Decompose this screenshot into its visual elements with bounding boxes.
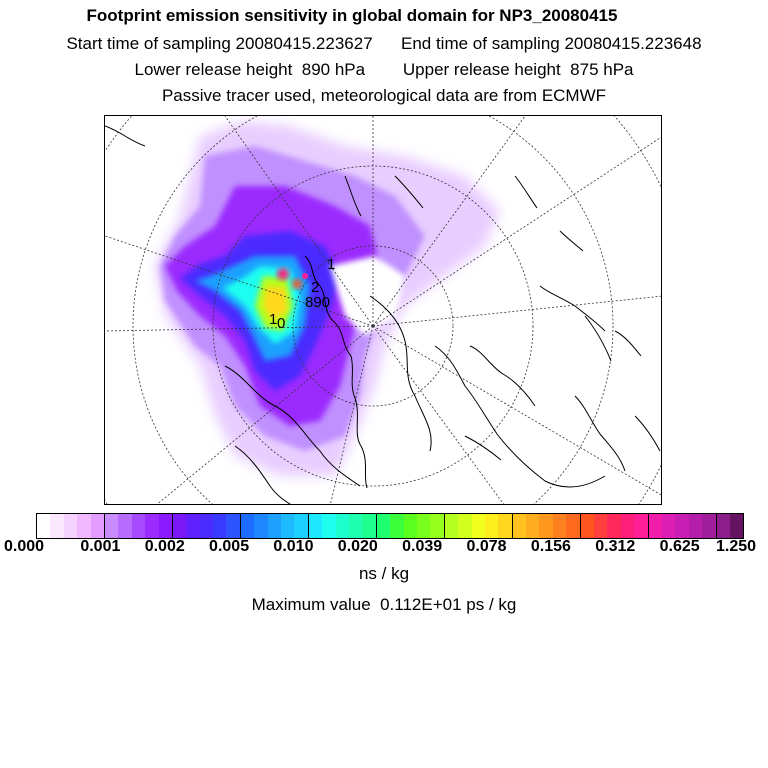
colorbar-swatch — [580, 514, 594, 538]
colorbar-swatch — [322, 514, 335, 538]
colorbar-tick-label: 0.000 — [3, 538, 45, 555]
colorbar-tick-label: 0.001 — [80, 538, 121, 555]
colorbar-ticks — [0, 538, 768, 562]
colorbar-swatch — [634, 514, 647, 538]
colorbar-swatch — [77, 514, 90, 538]
colorbar-tick-label: 0.039 — [402, 538, 443, 555]
map-svg — [105, 116, 662, 505]
plot-title: Footprint emission sensitivity in global domain for NP3_20080415 — [86, 6, 618, 25]
colorbar-swatch — [539, 514, 552, 538]
tracer-info-line: Passive tracer used, meteorological data are from ECMWF — [161, 86, 607, 105]
colorbar-swatch — [104, 514, 118, 538]
colorbar-tick-label: 0.010 — [273, 538, 314, 555]
colorbar-swatch — [186, 514, 199, 538]
colorbar-swatch — [675, 514, 688, 538]
colorbar-tick-label: 0.002 — [144, 538, 185, 555]
colorbar-swatch — [200, 514, 213, 538]
colorbar-swatch — [417, 514, 430, 538]
colorbar-swatch — [294, 514, 307, 538]
colorbar-swatch — [689, 514, 702, 538]
colorbar-swatch — [594, 514, 607, 538]
colorbar-swatch — [64, 514, 77, 538]
colorbar-swatch — [526, 514, 539, 538]
colorbar — [36, 513, 744, 539]
colorbar-swatch — [702, 514, 715, 538]
colorbar-tick-label: 1.250 — [715, 538, 757, 555]
colorbar-unit: ns / kg — [358, 564, 410, 583]
marker-0: 0 — [277, 315, 286, 332]
colorbar-swatch — [498, 514, 511, 538]
colorbar-swatch — [91, 514, 104, 538]
colorbar-swatch — [240, 514, 254, 538]
maximum-value: Maximum value 0.112E+01 ps / kg — [251, 595, 517, 614]
colorbar-swatch — [145, 514, 158, 538]
marker-1: 1 — [327, 256, 336, 273]
colorbar-tick-label: 0.625 — [659, 538, 700, 555]
colorbar-swatch — [349, 514, 362, 538]
colorbar-swatch — [730, 514, 743, 538]
colorbar-swatch — [485, 514, 498, 538]
colorbar-swatch — [37, 514, 50, 538]
colorbar-swatch — [716, 514, 730, 538]
colorbar-swatch — [213, 514, 226, 538]
colorbar-swatch — [662, 514, 675, 538]
marker-1b: 1 — [269, 311, 278, 328]
colorbar-swatch — [226, 514, 239, 538]
colorbar-tick-label: 0.312 — [595, 538, 636, 555]
colorbar-tick-label: 0.156 — [530, 538, 571, 555]
colorbar-swatch — [430, 514, 443, 538]
colorbar-swatch — [648, 514, 662, 538]
release-height-line: Lower release height 890 hPa Upper release height 875 hPa — [134, 60, 634, 79]
marker-890: 890 — [305, 294, 331, 311]
footprint-map — [104, 115, 662, 505]
sampling-time-line: Start time of sampling 20080415.223627 End time of sampling 20080415.223648 — [66, 34, 702, 53]
colorbar-swatch — [254, 514, 267, 538]
colorbar-swatch — [118, 514, 131, 538]
colorbar-swatch — [308, 514, 322, 538]
colorbar-swatch — [390, 514, 403, 538]
colorbar-swatch — [376, 514, 390, 538]
colorbar-tick-label: 0.078 — [466, 538, 507, 555]
colorbar-swatch — [362, 514, 375, 538]
colorbar-swatch — [472, 514, 485, 538]
colorbar-swatch — [132, 514, 145, 538]
colorbar-swatch — [159, 514, 172, 538]
colorbar-swatch — [458, 514, 471, 538]
colorbar-swatch — [172, 514, 186, 538]
colorbar-swatch — [621, 514, 634, 538]
colorbar-swatch — [512, 514, 526, 538]
colorbar-swatch — [444, 514, 458, 538]
colorbar-tick-label: 0.005 — [209, 538, 250, 555]
colorbar-swatch — [566, 514, 579, 538]
colorbar-swatch — [553, 514, 566, 538]
colorbar-swatch — [268, 514, 281, 538]
colorbar-swatch — [281, 514, 294, 538]
colorbar-swatch — [607, 514, 620, 538]
colorbar-swatch — [50, 514, 63, 538]
colorbar-swatch — [336, 514, 349, 538]
colorbar-tick-label: 0.020 — [337, 538, 378, 555]
colorbar-swatch — [404, 514, 417, 538]
marker-2: 2 — [311, 279, 320, 296]
